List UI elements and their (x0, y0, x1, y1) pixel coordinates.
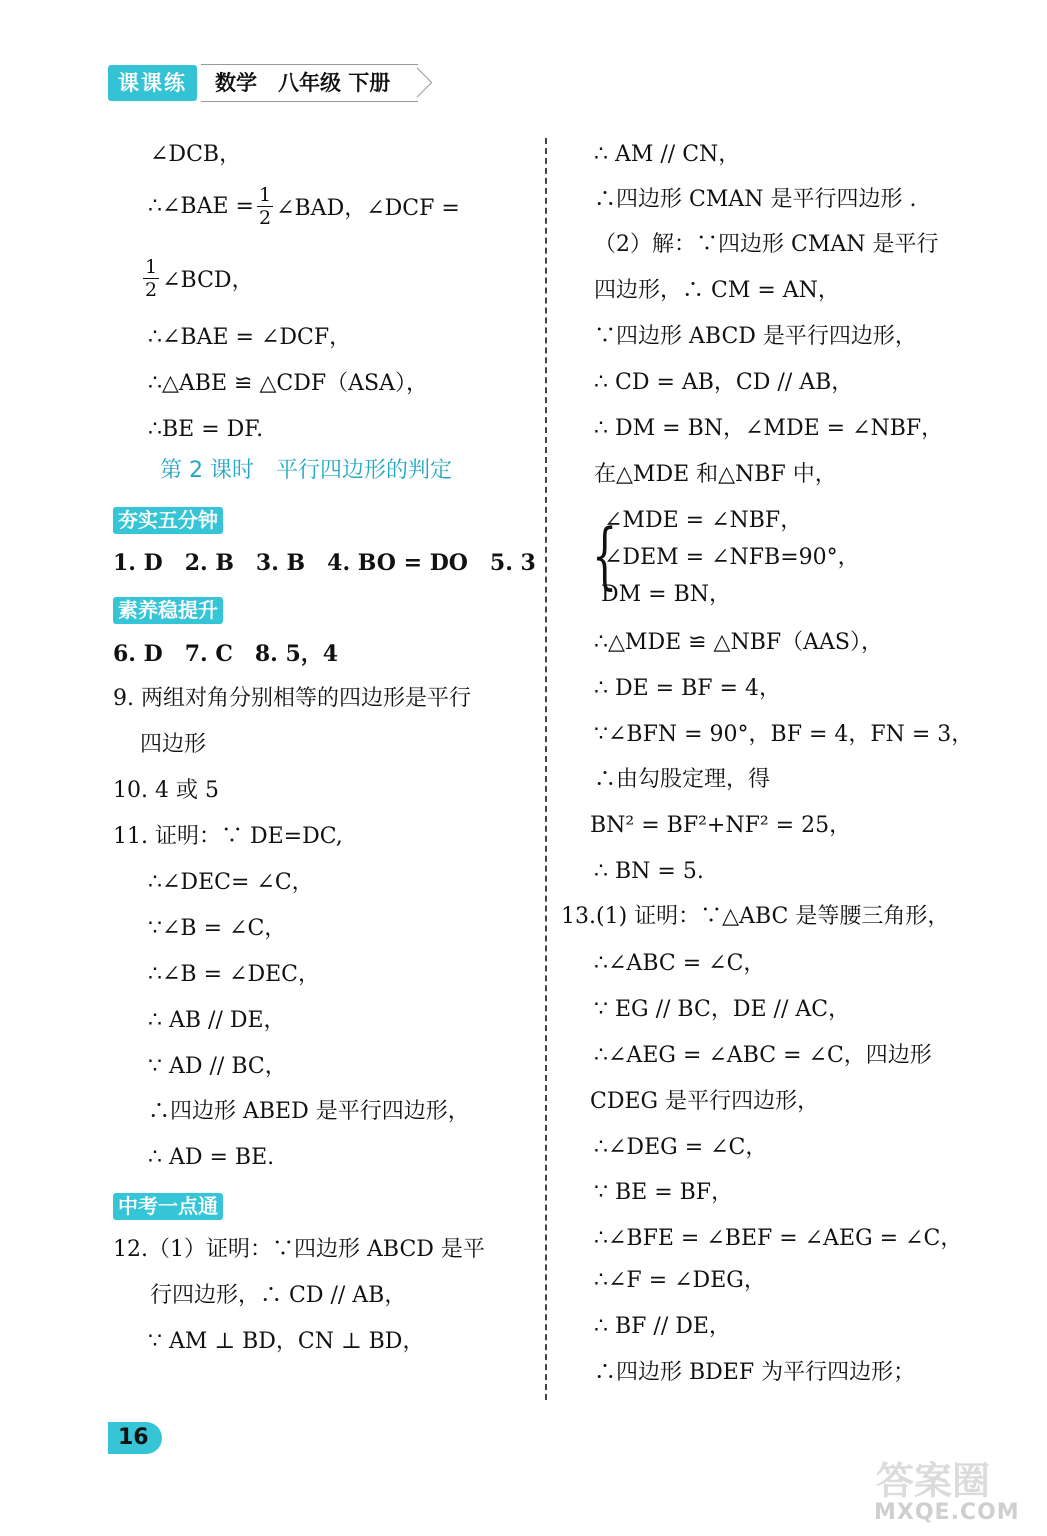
right-line-25: ∴∠BFE = ∠BEF = ∠AEG = ∠C， (594, 1226, 963, 1251)
right-line-26: ∴∠F = ∠DEG， (594, 1268, 766, 1293)
lesson-title: 第 2 课时 平行四边形的判定 (160, 458, 452, 483)
section-badge-3: 中考一点通 (113, 1193, 223, 1220)
system-brace: { (592, 513, 618, 597)
column-divider (545, 138, 547, 1400)
right-line-12: ∴△MDE ≌ △NBF（AAS）， (594, 630, 884, 655)
question-12-line-3: ∵ AM ⊥ BD，CN ⊥ BD， (148, 1329, 425, 1354)
question-9-line-1: 9. 两组对角分别相等的四边形是平行 (113, 686, 471, 711)
system-line-2: ∠DEM = ∠NFB=90°， (604, 545, 860, 570)
left-line-4: ∴∠BAE = ∠DCF， (148, 325, 352, 350)
watermark-logo: 答案圈 (876, 1459, 991, 1503)
left-line-3 (140, 256, 254, 301)
q11-step-7: ∴ AD = BE. (148, 1145, 275, 1170)
right-line-21: ∴∠AEG = ∠ABC = ∠C，四边形 (594, 1043, 932, 1068)
q11-step-3: ∴∠B = ∠DEC， (148, 962, 320, 987)
q11-step-4: ∴ AB // DE， (148, 1008, 286, 1033)
right-line-27: ∴ BF // DE， (594, 1314, 731, 1339)
book-title: 数学 八年级 下册 (201, 64, 418, 102)
right-line-17: ∴ BN = 5. (594, 859, 704, 884)
right-line-14: ∵∠BFN = 90°，BF = 4，FN = 3， (594, 722, 974, 747)
right-line-4: 四边形，∴ CM = AN， (594, 278, 840, 303)
fraction-numerator: 1 (145, 256, 158, 278)
answers-6-8: 6. D 7. C 8. 5，4 (113, 641, 339, 667)
right-line-15: ∴由勾股定理，得 (594, 767, 771, 792)
question-12-line-2: 行四边形，∴ CD // AB， (150, 1283, 407, 1308)
answers-1-5: 1. D 2. B 3. B 4. BO = DO 5. 3 (113, 550, 536, 576)
left-line-5: ∴△ABE ≌ △CDF（ASA）， (148, 371, 428, 396)
fraction-half (143, 256, 159, 301)
right-line-1: ∴ AM // CN， (594, 142, 741, 167)
right-line-28: ∴四边形 BDEF 为平行四边形； (594, 1360, 916, 1385)
question-13: 13.(1) 证明：∵△ABC 是等腰三角形， (561, 904, 950, 929)
right-line-19: ∴∠ABC = ∠C， (594, 951, 766, 976)
left-line-2-b: ∠BAD，∠DCF = (276, 196, 460, 221)
section-badge-2: 素养稳提升 (113, 597, 223, 624)
fraction-half (257, 184, 273, 229)
system-line-1: ∠MDE = ∠NBF， (604, 508, 803, 533)
right-line-23: ∴∠DEG = ∠C， (594, 1135, 768, 1160)
right-line-22: CDEG 是平行四边形， (590, 1089, 820, 1114)
fraction-numerator: 1 (258, 184, 272, 206)
right-line-5: ∵四边形 ABCD 是平行四边形， (594, 324, 917, 349)
right-line-3: （2）解：∵四边形 CMAN 是平行 (594, 232, 939, 257)
fraction-denominator: 2 (145, 279, 158, 301)
right-line-8: 在△MDE 和△NBF 中， (594, 462, 837, 487)
page-header (108, 62, 418, 104)
left-line-2-a: ∴∠BAE = (148, 194, 254, 219)
left-line-3-b: ∠BCD， (162, 268, 254, 293)
watermark (868, 1450, 1038, 1530)
page-number: 16 (108, 1422, 162, 1454)
left-line-1: ∠DCB， (150, 142, 242, 167)
fraction-denominator: 2 (258, 207, 272, 229)
left-line-6: ∴BE = DF. (148, 417, 264, 442)
q11-step-1: ∴∠DEC= ∠C， (148, 870, 314, 895)
right-line-2: ∴四边形 CMAN 是平行四边形 . (594, 187, 917, 212)
q11-step-2: ∵∠B = ∠C， (148, 916, 287, 941)
question-10: 10. 4 或 5 (113, 778, 219, 803)
right-line-16: BN² = BF²+NF² = 25， (590, 813, 852, 838)
system-line-3: DM = BN， (601, 582, 732, 607)
right-line-6: ∴ CD = AB，CD // AB， (594, 370, 854, 395)
q11-step-5: ∵ AD // BC， (148, 1054, 287, 1079)
brand-label: 课课练 (108, 65, 197, 101)
section-badge-1: 夯实五分钟 (113, 507, 223, 534)
question-12-line-1: 12.（1）证明：∵四边形 ABCD 是平 (113, 1237, 485, 1262)
right-line-7: ∴ DM = BN，∠MDE = ∠NBF， (594, 416, 944, 441)
question-9-line-2: 四边形 (140, 732, 207, 757)
question-11: 11. 证明：∵ DE=DC, (113, 824, 343, 849)
right-line-20: ∵ EG // BC，DE // AC， (594, 997, 851, 1022)
watermark-site: MXQE.COM (874, 1500, 1020, 1525)
right-line-13: ∴ DE = BF = 4， (594, 676, 781, 701)
q11-step-6: ∴四边形 ABED 是平行四边形， (148, 1099, 470, 1124)
left-line-2 (148, 184, 460, 229)
right-line-24: ∵ BE = BF， (594, 1180, 734, 1205)
